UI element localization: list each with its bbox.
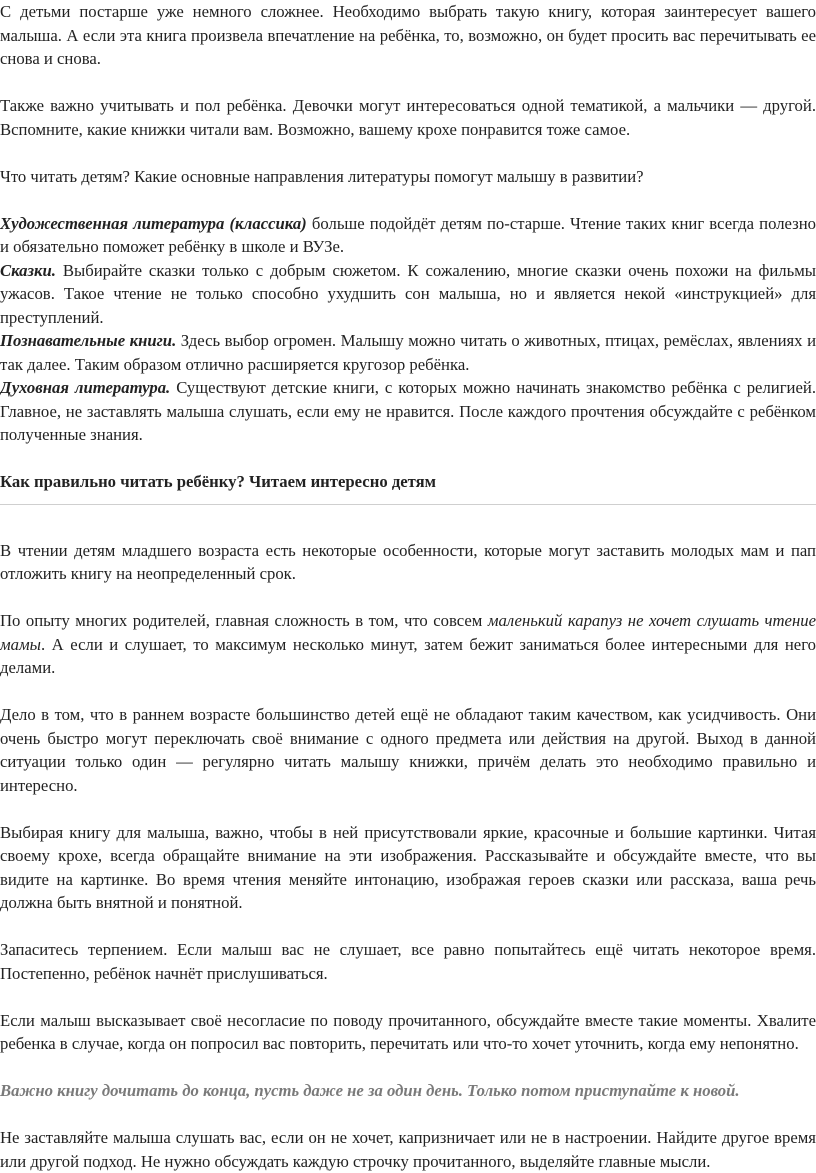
paragraph-disagreement: Если малыш высказывает своё несогласие по поводу прочитанного, обсуждайте вместе такие моменты. Хвалите ребенка в случае, когда он попросил вас повторить, перечитать или что-то хочет уточнить, когда ему непонятно. (0, 1010, 816, 1053)
paragraph-patience: Запаситесь терпением. Если малыш вас не слушает, все равно попытайтесь ещё читать некоторое время. Постепенно, ребёнок начнёт прислушиваться. (0, 940, 816, 983)
paragraph-emphasis: Важно книгу дочитать до конца, пусть даже не за один день. Только потом приступайте к новой. (0, 1081, 740, 1100)
genre-fairy-tales-title: Сказки. (0, 260, 56, 280)
genre-fiction (0, 212, 816, 259)
paragraph-pictures: Выбирая книгу для малыша, важно, чтобы в ней присутствовали яркие, красочные и большие картинки. Читая своему крохе, всегда обращайте внимание на эти изображения. Рассказывайте и обсуждайте вместе, что вы видите на картинке. Во время чтения меняйте интонацию, изображая героев сказки или рассказа, ваша речь должна быть внятной и понятной. (0, 822, 816, 912)
genre-educational-text: Здесь выбор огромен. Малышу можно читать о животных, птицах, ремёслах, явлениях и так далее. Таким образом отлично расширяется кругозор ребёнка. (0, 331, 816, 374)
genre-spiritual-text: Существуют детские книги, с которых можно начинать знакомство ребёнка с религией. Главное, не заставлять малыша слушать, если ему не нравится. После каждого прочтения обсуждайте с ребёнком полученные знания. (0, 378, 816, 444)
paragraph-what-to-read: Что читать детям? Какие основные направления литературы помогут малышу в развитии? (0, 166, 644, 186)
genre-fairy-tales (0, 259, 816, 330)
genre-spiritual (0, 376, 816, 447)
paragraph-attention: Дело в том, что в раннем возрасте большинство детей ещё не обладают таким качеством, как усидчивость. Они очень быстро могут переключать своё внимание с одного предмета или действия на другой. Выход в данной ситуации только один — регулярно читать малышу книжки, причём делать это необходимо правильно и интересно. (0, 705, 816, 795)
genre-fiction-text: больше подойдёт детям по-старше. Чтение таких книг всегда полезно и обязательно поможет ребёнку в школе и ВУЗе. (0, 213, 816, 256)
paragraph-young-children: В чтении детям младшего возраста есть некоторые особенности, которые могут заставить молодых мам и пап отложить книгу на неопределенный срок. (0, 540, 816, 583)
genre-spiritual-title: Духовная литература. (0, 378, 171, 397)
section-heading: Как правильно читать ребёнку? Читаем интересно детям (0, 472, 437, 491)
genre-fairy-tales-text: Выбирайте сказки только с добрым сюжетом. К сожалению, многие сказки очень похожи на фильмы ужасов. Такое чтение не только способно ухудшить сон малыша, но и является некой «инструкцией» для преступлений. (0, 260, 816, 327)
section-divider (0, 504, 816, 505)
genre-educational (0, 329, 816, 376)
main-difficulty-italic: маленький карапуз не хочет слушать чтение мамы (0, 611, 816, 654)
paragraph-main-difficulty (0, 609, 816, 680)
main-difficulty-after: . А если и слушает, то максимум несколько минут, затем бежит заниматься более интересными для него делами. (0, 634, 816, 677)
paragraph-older-children: С детьми постарше уже немного сложнее. Необходимо выбрать такую книгу, которая заинтересует вашего малыша. А если эта книга произвела впечатление на ребёнка, то, возможно, он будет просить вас перечитывать ее снова и снова. (0, 2, 816, 68)
paragraph-gender: Также важно учитывать и пол ребёнка. Девочки могут интересоваться одной тематикой, а мальчики — другой. Вспомните, какие книжки читали вам. Возможно, вашему крохе понравится тоже самое. (0, 96, 816, 139)
main-difficulty-before: По опыту многих родителей, главная сложность в том, что совсем (0, 611, 488, 630)
paragraph-do-not-force: Не заставляйте малыша слушать вас, если он не хочет, капризничает или не в настроении. Найдите другое время или другой подход. Не нужно обсуждать каждую строчку прочитанного, выделяйте главные мысли. (0, 1128, 816, 1171)
genre-educational-title: Познавательные книги. (0, 331, 177, 350)
genre-fiction-title: Художественная литература (классика) (0, 213, 307, 233)
